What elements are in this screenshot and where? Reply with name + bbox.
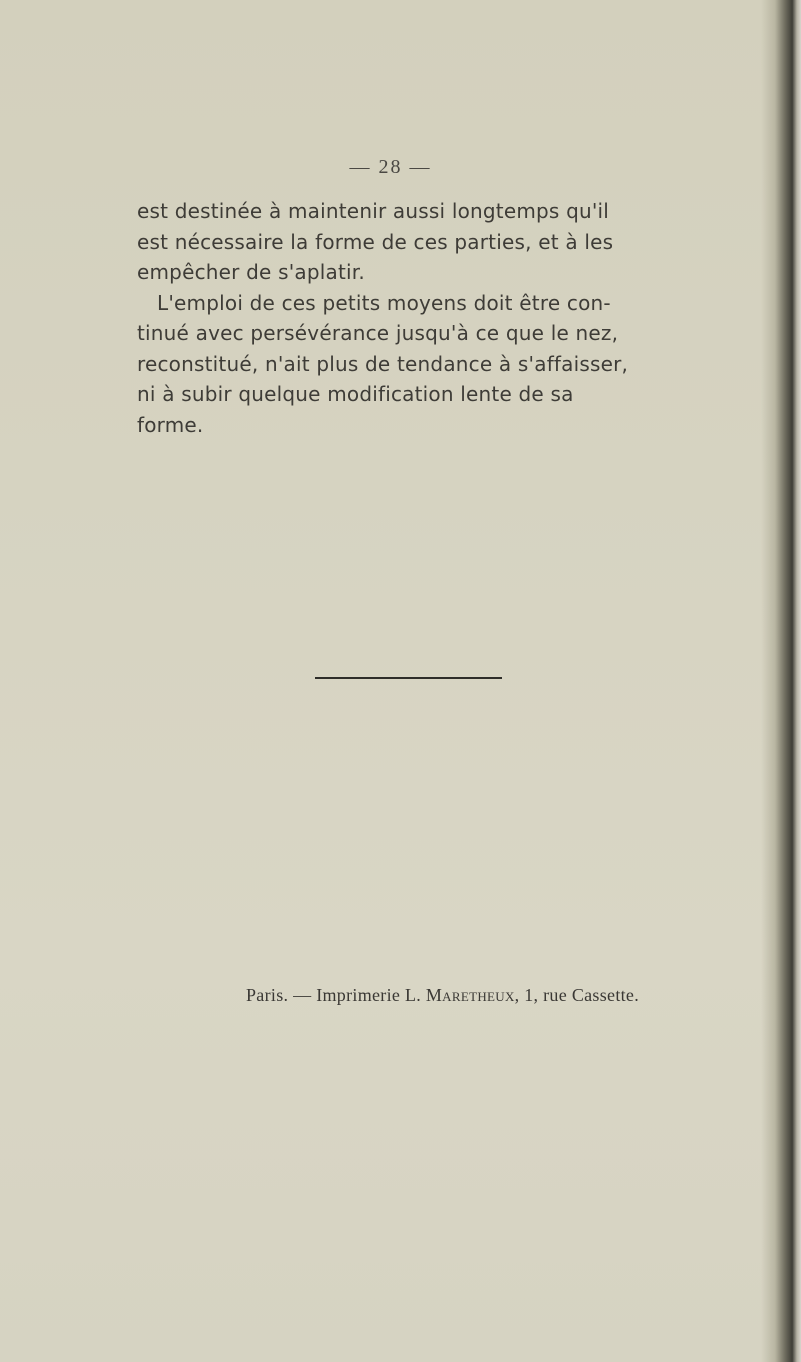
- text-line-1: est destinée à maintenir aussi longtemps qu'il: [137, 199, 610, 223]
- text-line-2: est nécessaire la forme de ces parties, et à les: [137, 229, 614, 254]
- colophon-suffix: , 1, rue Cassette.: [514, 985, 640, 1005]
- text-line-7: ni à subir quelque modification lente de sa: [137, 382, 574, 406]
- body-text: [137, 196, 657, 440]
- section-divider: [315, 677, 502, 679]
- page-number: — 28 —: [349, 156, 432, 178]
- text-line-5: tinué avec persévérance jusqu'à ce que le nez,: [137, 321, 619, 345]
- text-line-4: L'emploi de ces petits moyens doit être con-: [157, 290, 611, 315]
- text-line-6: reconstitué, n'ait plus de tendance à s'affaisser,: [137, 351, 629, 376]
- text-line-3: empêcher de s'aplatir.: [137, 260, 365, 284]
- page-binding-edge: [761, 0, 801, 1362]
- printer-colophon: [246, 985, 639, 1006]
- colophon-prefix: Paris. — Imprimerie L.: [246, 985, 426, 1005]
- colophon-printer: Maretheux: [425, 985, 515, 1005]
- text-line-8: forme.: [137, 412, 204, 437]
